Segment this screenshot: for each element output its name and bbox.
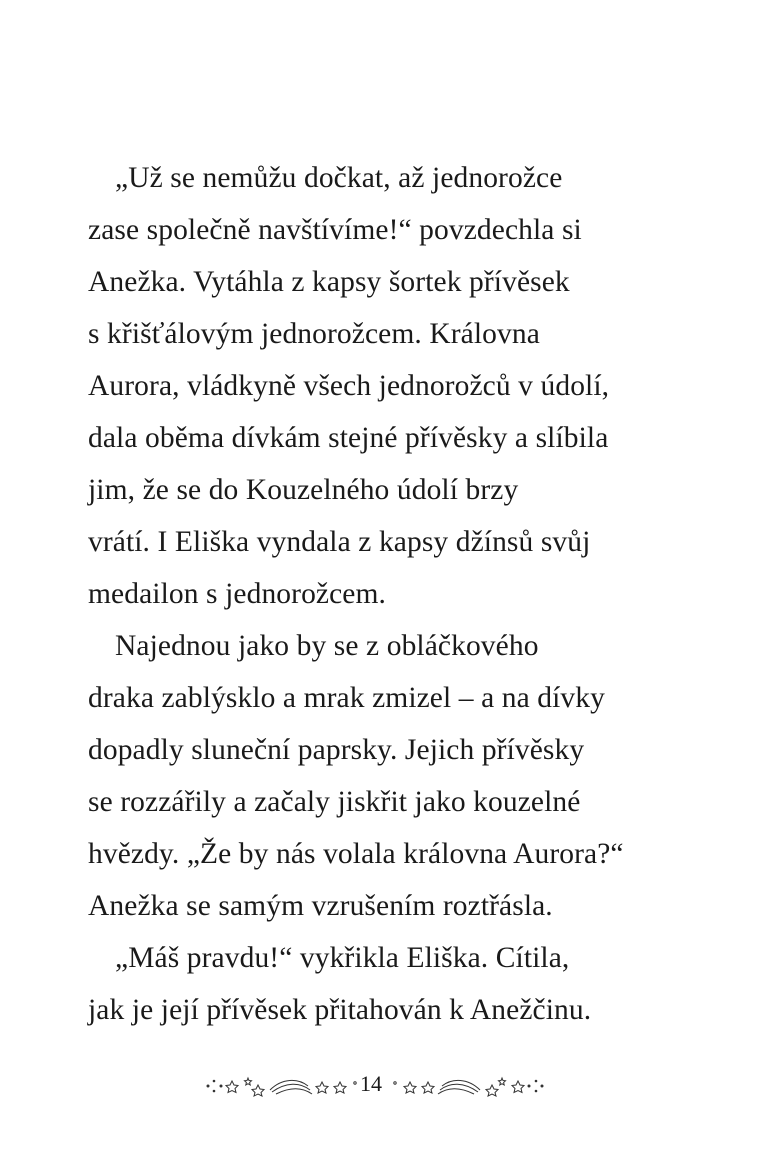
text-line: s křišťálovým jednorožcem. Královna bbox=[88, 318, 540, 350]
page-footer bbox=[0, 1066, 762, 1106]
text-line: „Máš pravdu!“ vykřikla Eliška. Cítila, bbox=[115, 942, 570, 974]
text-line: Anežka. Vytáhla z kapsy šortek přívěsek bbox=[88, 266, 570, 298]
text-line: jak je její přívěsek přitahován k Anežčinu. bbox=[88, 994, 592, 1026]
page-number: 14 bbox=[360, 1071, 382, 1096]
text-line: Anežka se samým vzrušením roztřásla. bbox=[88, 890, 553, 922]
text-line: dopadly sluneční paprsky. Jejich přívěsky bbox=[88, 734, 585, 766]
text-line: se rozzářily a začaly jiskřit jako kouzelné bbox=[88, 786, 581, 818]
text-line: vrátí. I Eliška vyndala z kapsy džínsů svůj bbox=[88, 526, 591, 558]
stars-swirl-ornament-icon bbox=[390, 1072, 550, 1100]
text-line: hvězdy. „Že by nás volala královna Aurora?“ bbox=[88, 838, 624, 870]
text-line: Aurora, vládkyně všech jednorožců v údolí, bbox=[88, 370, 610, 402]
text-line: medailon s jednorožcem. bbox=[88, 578, 387, 610]
text-line: draka zablýsklo a mrak zmizel – a na dívky bbox=[88, 682, 605, 714]
text-line: jim, že se do Kouzelného údolí brzy bbox=[88, 474, 519, 506]
text-line: dala oběma dívkám stejné přívěsky a slíbila bbox=[88, 422, 609, 454]
text-line: „Už se nemůžu dočkat, až jednorožce bbox=[115, 162, 563, 194]
text-line: zase společně navštívíme!“ povzdechla si bbox=[88, 214, 582, 246]
text-line: Najednou jako by se z obláčkového bbox=[115, 630, 539, 662]
stars-swirl-ornament-icon bbox=[200, 1072, 360, 1100]
